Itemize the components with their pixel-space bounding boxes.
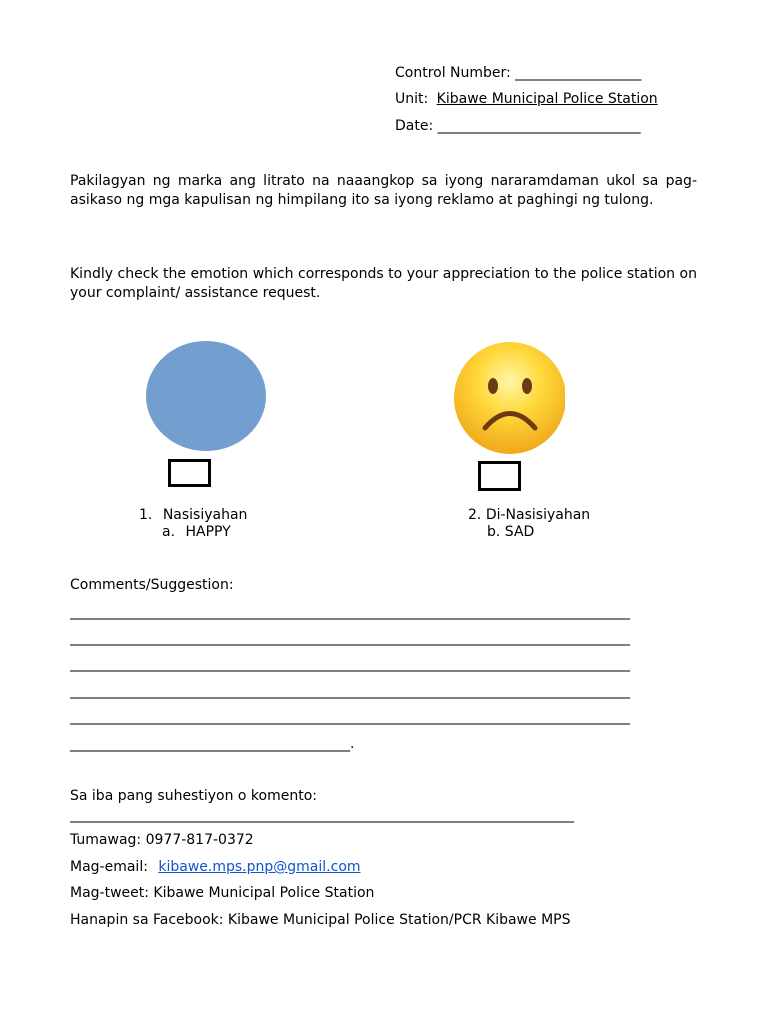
option-sub-letter: a. — [162, 524, 176, 540]
unit-label: Unit: — [395, 91, 429, 107]
other-suggestions-line[interactable]: ________________________________________________________________________ — [70, 807, 574, 823]
option-sub-letter: b. — [487, 524, 501, 540]
sad-checkbox[interactable] — [478, 461, 521, 491]
instruction-filipino: Pakilagyan ng marka ang litrato na naaangkop sa iyong nararamdaman ukol sa pag-asikaso ng mga kapulisan ng himpilang ito sa iyong reklamo at paghingi ng tulong. — [70, 173, 697, 208]
date-row — [395, 118, 641, 134]
happy-face-icon[interactable] — [146, 341, 266, 451]
comment-line[interactable]: ________________________________________________________________________________ — [70, 709, 630, 725]
contact-facebook: Hanapin sa Facebook: Kibawe Municipal Police Station/PCR Kibawe MPS — [70, 912, 571, 928]
unit-value: Kibawe Municipal Police Station — [436, 91, 658, 107]
control-number-label: Control Number: — [395, 65, 511, 81]
option-label: Nasisiyahan — [162, 507, 248, 523]
option-sub-label: SAD — [504, 524, 535, 540]
comment-line[interactable]: ________________________________________________________________________________ — [70, 683, 630, 699]
option-sad-label — [468, 507, 590, 523]
sad-face-icon[interactable] — [453, 341, 567, 455]
instruction-english: Kindly check the emotion which corresponds to your appreciation to the police station on your complaint/ assistance request. — [70, 266, 697, 301]
contact-twitter: Mag-tweet: Kibawe Municipal Police Station — [70, 885, 375, 901]
contact-phone: Tumawag: 0977-817-0372 — [70, 832, 254, 848]
comment-line-last[interactable]: ________________________________________. — [70, 736, 355, 752]
comment-line[interactable]: ________________________________________________________________________________ — [70, 604, 630, 620]
option-sub-label: HAPPY — [185, 524, 231, 540]
comment-line[interactable]: ________________________________________________________________________________ — [70, 656, 630, 672]
other-suggestions-label: Sa iba pang suhestiyon o komento: — [70, 788, 317, 804]
happy-checkbox[interactable] — [168, 459, 211, 487]
comments-label: Comments/Suggestion: — [70, 577, 234, 593]
control-number-field[interactable]: __________________ — [515, 65, 642, 81]
option-label: Di-Nasisiyahan — [485, 507, 591, 523]
contact-email-link[interactable]: kibawe.mps.pnp@gmail.com — [158, 859, 361, 875]
option-number: 2. — [468, 507, 482, 523]
contact-email-label: Mag-email: — [70, 859, 148, 875]
option-number: 1. — [139, 507, 153, 523]
option-happy-sublabel — [162, 524, 231, 540]
comment-line[interactable]: ________________________________________________________________________________ — [70, 630, 630, 646]
contact-email-row — [70, 859, 361, 875]
unit-row — [395, 91, 658, 107]
date-label: Date: — [395, 118, 434, 134]
option-happy-label — [139, 507, 247, 523]
control-number-row — [395, 65, 641, 81]
date-field[interactable]: _____________________________ — [437, 118, 641, 134]
option-sad-sublabel — [487, 524, 534, 540]
